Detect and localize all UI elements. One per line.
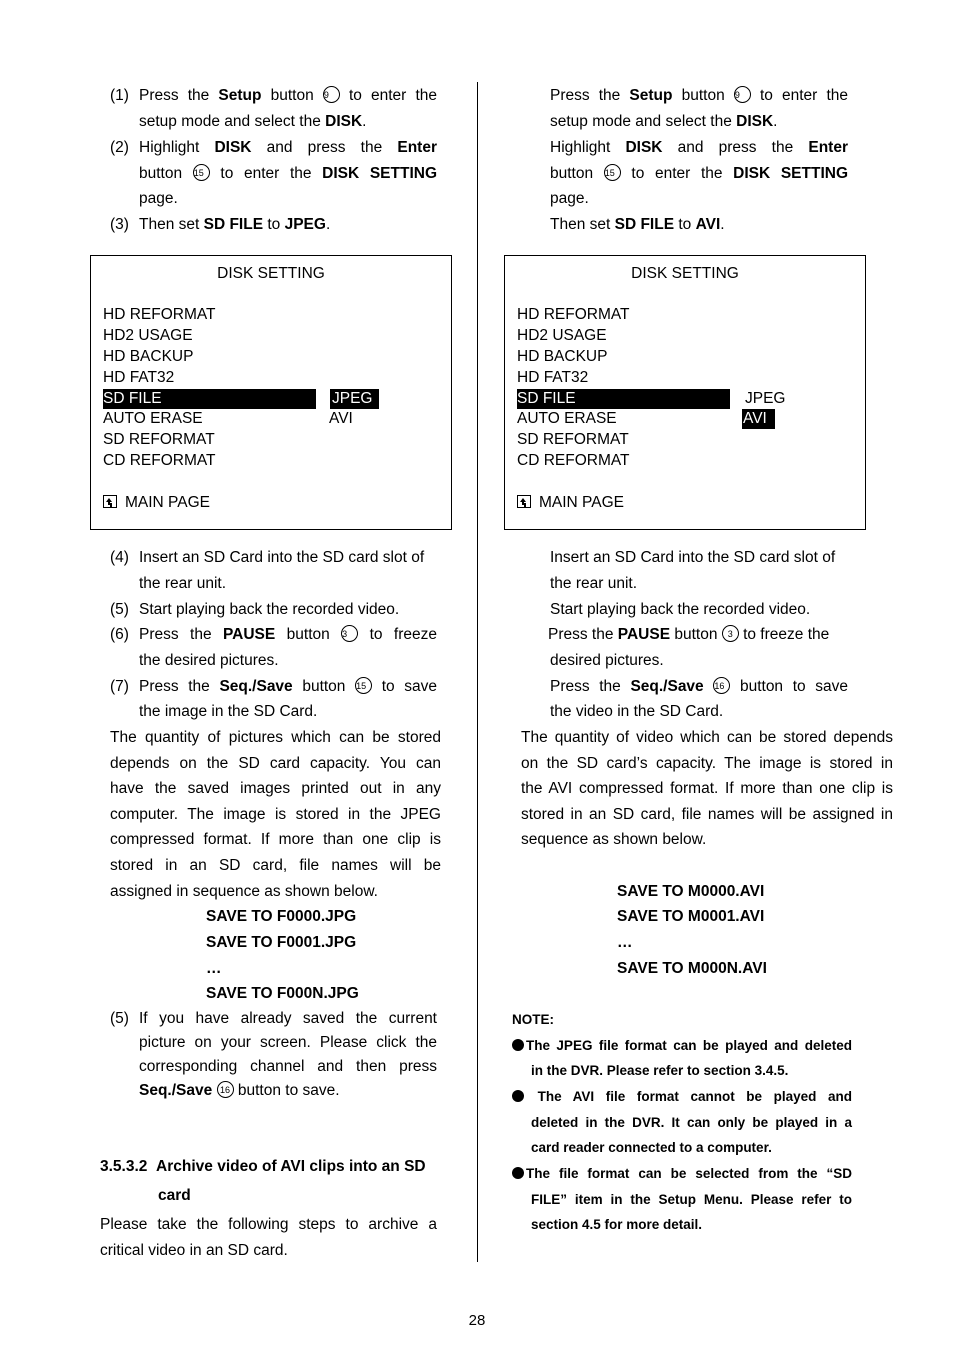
section-heading: 3.5.3.2 Archive video of AVI clips into an SD — [100, 1158, 426, 1175]
bullet-icon — [512, 1090, 524, 1102]
note-label: NOTE: — [512, 1012, 554, 1027]
paragraph-line: The quantity of video which can be stored depends — [521, 729, 893, 746]
r-step-6-line-1: Press the PAUSE button 3 to freeze the — [548, 626, 830, 643]
step-2-line-2: button 15 to enter the DISK SETTING — [139, 165, 438, 182]
paragraph-line: stored in an SD card, file names will be assigned in — [521, 806, 893, 823]
step-3-line-1: Then set SD FILE to JPEG. — [139, 216, 331, 233]
step-5b-line-4: Seq./Save 16 button to save. — [139, 1082, 340, 1099]
option-jpeg-selected: JPEG — [330, 389, 379, 409]
file-name: SAVE TO M0000.AVI — [617, 883, 765, 900]
step-4-line-1: Insert an SD Card into the SD card slot of — [139, 549, 425, 566]
menu-item-hd-fat32: HD FAT32 — [103, 369, 175, 386]
paragraph-line: The quantity of pictures which can be stored — [110, 729, 441, 746]
intro-line: critical video in an SD card. — [100, 1242, 288, 1259]
step-5b-line-1: If you have already saved the current — [139, 1010, 437, 1027]
return-icon — [517, 495, 531, 508]
menu-item-hd2-usage: HD2 USAGE — [517, 327, 607, 344]
section-heading-cont: card — [158, 1187, 191, 1204]
file-name: SAVE TO M0001.AVI — [617, 908, 765, 925]
menu-item-hd-backup: HD BACKUP — [517, 348, 608, 365]
file-name: SAVE TO F0001.JPG — [206, 934, 357, 951]
note-3-line-3: section 4.5 for more detail. — [531, 1217, 703, 1232]
menu-item-sd-file-selected: SD FILE — [103, 389, 316, 409]
file-name: SAVE TO F0000.JPG — [206, 908, 357, 925]
menu-item-sd-reformat: SD REFORMAT — [103, 431, 215, 448]
step-6-line-1: Press the PAUSE button 3 to freeze — [139, 626, 437, 643]
step-number: (5) — [110, 1010, 129, 1027]
step-6-line-2: the desired pictures. — [139, 652, 279, 669]
r-step-1-line-1: Press the Setup button 9 to enter the — [550, 87, 848, 104]
page-number: 28 — [468, 1312, 486, 1329]
step-number: (2) — [110, 139, 129, 156]
menu-item-hd-reformat: HD REFORMAT — [103, 306, 216, 323]
r-step-2-line-2: button 15 to enter the DISK SETTING — [550, 165, 849, 182]
step-number: (4) — [110, 549, 129, 566]
r-step-7-line-2: the video in the SD Card. — [550, 703, 724, 720]
menu-item-main-page: MAIN PAGE — [517, 493, 624, 513]
menu-item-cd-reformat: CD REFORMAT — [517, 452, 630, 469]
r-step-2-line-1: Highlight DISK and press the Enter — [550, 139, 848, 156]
note-1-line-2: in the DVR. Please refer to section 3.4.5. — [531, 1063, 789, 1078]
step-5b-line-3: corresponding channel and then press — [139, 1058, 437, 1075]
step-number: (6) — [110, 626, 129, 643]
step-5-line-1: Start playing back the recorded video. — [139, 601, 400, 618]
menu-item-cd-reformat: CD REFORMAT — [103, 452, 216, 469]
menu-item-auto-erase: AUTO ERASE — [103, 410, 203, 427]
r-step-7-line-1: Press the Seq./Save 16 button to save — [550, 678, 848, 695]
button-15-icon: 15 — [604, 164, 621, 181]
menu-title: DISK SETTING — [217, 265, 325, 282]
paragraph-line: compressed format. If more than one clip is — [110, 831, 441, 848]
ellipsis: … — [617, 934, 633, 951]
menu-item-hd-fat32: HD FAT32 — [517, 369, 589, 386]
paragraph-line: stored in an SD card, file names will be — [110, 857, 441, 874]
paragraph-line: the AVI compressed format. If more than one clip is — [521, 780, 893, 797]
r-step-6-line-2: desired pictures. — [550, 652, 664, 669]
disk-setting-menu-avi — [504, 255, 866, 530]
button-16-icon: 16 — [713, 677, 730, 694]
menu-item-auto-erase: AUTO ERASE — [517, 410, 617, 427]
note-3-line-1: The file format can be selected from the “SD — [512, 1164, 852, 1184]
menu-title: DISK SETTING — [631, 265, 739, 282]
step-5b-line-2: picture on your screen. Please click the — [139, 1034, 437, 1051]
r-step-3-line-1: Then set SD FILE to AVI. — [550, 216, 725, 233]
note-3-line-2: FILE” item in the Setup Menu. Please refer to — [531, 1192, 852, 1207]
return-icon — [103, 495, 117, 508]
menu-item-hd2-usage: HD2 USAGE — [103, 327, 193, 344]
step-1-line-2: setup mode and select the DISK. — [139, 113, 367, 130]
menu-item-sd-file-selected: SD FILE — [517, 389, 730, 409]
menu-item-hd-backup: HD BACKUP — [103, 348, 194, 365]
menu-item-sd-reformat: SD REFORMAT — [517, 431, 629, 448]
r-step-4-line-2: the rear unit. — [550, 575, 638, 592]
button-9-icon: 9 — [323, 86, 340, 103]
file-name: SAVE TO F000N.JPG — [206, 985, 359, 1002]
intro-line: Please take the following steps to archive a — [100, 1216, 437, 1233]
paragraph-line: computer. The image is stored in the JPEG — [110, 806, 441, 823]
button-15-icon: 15 — [193, 164, 210, 181]
option-jpeg: JPEG — [745, 390, 786, 407]
button-3-icon: 3 — [341, 625, 358, 642]
ellipsis: … — [206, 960, 222, 977]
step-number: (5) — [110, 601, 129, 618]
step-7-line-2: the image in the SD Card. — [139, 703, 318, 720]
note-2-line-3: card reader connected to a computer. — [531, 1140, 772, 1155]
bullet-icon — [512, 1039, 524, 1051]
paragraph-line: sequence as shown below. — [521, 831, 707, 848]
button-3-icon: 3 — [722, 625, 739, 642]
button-15-icon: 15 — [355, 677, 372, 694]
paragraph-line: have the saved images printed out in any — [110, 780, 441, 797]
note-2-line-1: The AVI file format cannot be played and — [512, 1087, 852, 1107]
file-name: SAVE TO M000N.AVI — [617, 960, 767, 977]
disk-setting-menu-jpeg — [90, 255, 452, 530]
note-1-line-1: The JPEG file format can be played and deleted — [512, 1036, 852, 1056]
r-step-4-line-1: Insert an SD Card into the SD card slot of — [550, 549, 836, 566]
step-7-line-1: Press the Seq./Save button 15 to save — [139, 678, 437, 695]
step-number: (3) — [110, 216, 129, 233]
paragraph-line: on the SD card’s capacity. The image is stored in — [521, 755, 893, 772]
option-avi-selected: AVI — [742, 409, 775, 429]
step-4-line-2: the rear unit. — [139, 575, 227, 592]
menu-item-main-page: MAIN PAGE — [103, 493, 210, 513]
paragraph-line: assigned in sequence as shown below. — [110, 883, 378, 900]
r-step-1-line-2: setup mode and select the DISK. — [550, 113, 778, 130]
step-2-line-3: page. — [139, 190, 178, 207]
r-step-2-line-3: page. — [550, 190, 589, 207]
button-16-icon: 16 — [217, 1081, 234, 1098]
note-2-line-2: deleted in the DVR. It can only be played in a — [531, 1115, 852, 1130]
step-number: (1) — [110, 87, 129, 104]
paragraph-line: depends on the SD card capacity. You can — [110, 755, 441, 772]
menu-item-hd-reformat: HD REFORMAT — [517, 306, 630, 323]
step-1-line-1: Press the Setup button 9 to enter the — [139, 87, 437, 104]
step-number: (7) — [110, 678, 129, 695]
bullet-icon — [512, 1167, 524, 1179]
option-avi: AVI — [329, 410, 353, 427]
column-divider — [477, 82, 478, 1262]
button-9-icon: 9 — [734, 86, 751, 103]
r-step-5-line-1: Start playing back the recorded video. — [550, 601, 811, 618]
step-2-line-1: Highlight DISK and press the Enter — [139, 139, 437, 156]
